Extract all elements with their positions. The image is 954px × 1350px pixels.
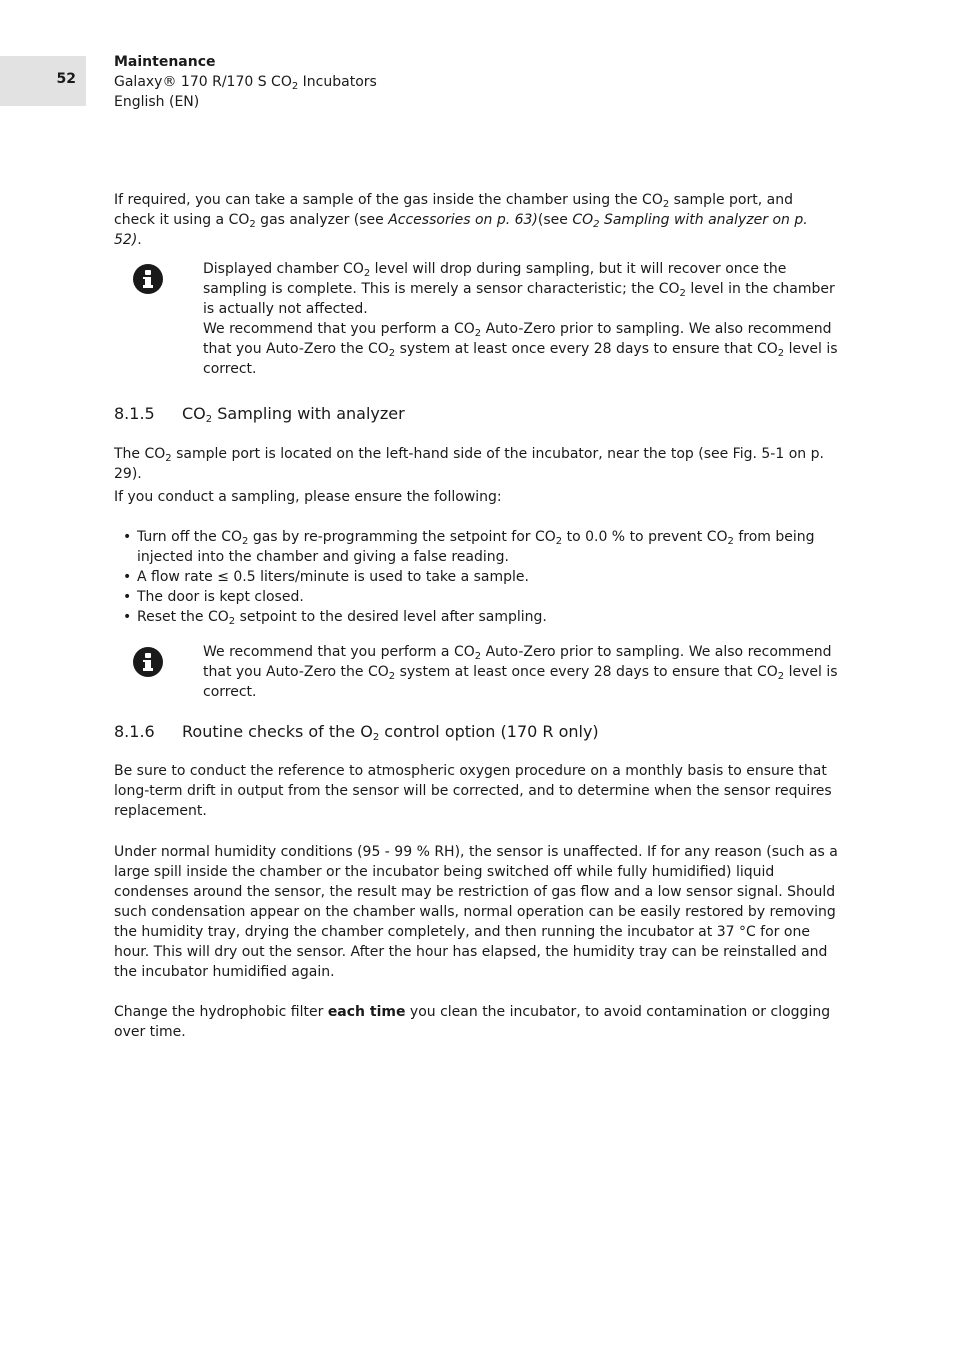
info-icon bbox=[133, 647, 163, 677]
page-number: 52 bbox=[56, 71, 76, 87]
intro-text-3: gas analyzer (see bbox=[255, 212, 389, 228]
intro-sub-1: 2 bbox=[662, 199, 670, 210]
note1-text-b4: level is correct. bbox=[203, 341, 838, 377]
s816-p3-b: you clean the incubator, to avoid contamination or clogging over time. bbox=[114, 1004, 831, 1040]
intro-paragraph bbox=[114, 190, 838, 250]
bullet4-a: Reset the CO bbox=[137, 609, 229, 625]
intro-text-1: If required, you can take a sample of the gas inside the chamber using the CO bbox=[114, 192, 663, 208]
note-auto-zero bbox=[203, 642, 843, 702]
note1-sub-b2: 2 bbox=[388, 348, 396, 359]
header-product-tail: Incubators bbox=[298, 74, 377, 90]
section-title-b: Sampling with analyzer bbox=[212, 404, 405, 423]
list-item bbox=[114, 527, 838, 567]
note1-sub-a1: 2 bbox=[363, 268, 371, 279]
intro-text-4: (see bbox=[537, 212, 573, 228]
header-product bbox=[114, 72, 377, 92]
note1-text-b1: We recommend that you perform a CO bbox=[203, 321, 475, 337]
note1-text-a1: Displayed chamber CO bbox=[203, 261, 364, 277]
list-item bbox=[114, 607, 838, 627]
s816-p1: Be sure to conduct the reference to atmospheric oxygen procedure on a monthly basis to ensure that long-term drift in output from the sensor will be corrected, and to determine when the sensor requires replacement. bbox=[114, 763, 832, 819]
note1-text-b3: system at least once every 28 days to ensure that CO bbox=[395, 341, 778, 357]
header-language: English (EN) bbox=[114, 94, 200, 110]
note1-sub-a2: 2 bbox=[679, 288, 686, 299]
bullet1-sub1: 2 bbox=[242, 536, 249, 547]
bullet1-a: Turn off the CO bbox=[137, 529, 243, 545]
bullet1-sub2: 2 bbox=[555, 536, 563, 547]
note1-text-b2: Auto-Zero prior to sampling. We also recommend that you Auto-Zero the CO bbox=[203, 321, 832, 357]
note2-text-b1: We recommend that you perform a CO bbox=[203, 644, 475, 660]
running-header bbox=[114, 52, 377, 112]
list-item: • The door is kept closed. bbox=[114, 587, 838, 607]
note2-text-b4: level is correct. bbox=[203, 664, 838, 700]
section-heading-8-1-5 bbox=[114, 403, 405, 425]
list-item: • A flow rate ≤ 0.5 liters/minute is used to take a sample. bbox=[114, 567, 838, 587]
sampling-link-b[interactable]: Sampling with analyzer on p. 52) bbox=[114, 212, 808, 248]
section-number: 8.1.6 bbox=[114, 722, 155, 741]
info-icon bbox=[133, 264, 163, 294]
section-heading-8-1-6 bbox=[114, 721, 599, 743]
intro-text-2: sample port, and check it using a CO bbox=[114, 192, 793, 228]
note1-text-a3: level in the chamber is actually not affected. bbox=[203, 281, 835, 317]
section-title-b: control option (170 R only) bbox=[379, 722, 599, 741]
note1-text-a2: level will drop during sampling, but it will recover once the sampling is complete. This is merely a sensor characteristic; the CO bbox=[203, 261, 787, 297]
bullet4-sub: 2 bbox=[228, 616, 236, 627]
note2-text-b3: system at least once every 28 days to ensure that CO bbox=[395, 664, 778, 680]
note2-sub-b3: 2 bbox=[777, 671, 785, 682]
header-product-text: Galaxy® 170 R/170 S CO bbox=[114, 74, 292, 90]
s816-p2: Under normal humidity conditions (95 - 99 % RH), the sensor is unaffected. If for any reason (such as a large spill inside the chamber or the incubator being switched off while fully humidified) liquid condenses around the sensor, the result may be restriction of gas flow and a low sensor signal. Should such condensation appear on the chamber walls, normal operation can be easily restored by removing the humidity tray, drying the chamber completely, and then running the incubator at 37 °C for one hour. This will dry out the sensor. After the hour has elapsed, the humidity tray can be reinstalled and the incubator humidified again. bbox=[114, 844, 838, 980]
section-title-a: CO bbox=[182, 404, 206, 423]
accessories-link[interactable]: Accessories on p. 63) bbox=[388, 212, 538, 228]
humidity-paragraph bbox=[114, 842, 838, 982]
header-product-sub: 2 bbox=[291, 81, 299, 92]
header-section-title: Maintenance bbox=[114, 54, 216, 70]
s815-p2: If you conduct a sampling, please ensure the following: bbox=[114, 489, 502, 505]
note-sampling-info bbox=[203, 259, 843, 379]
section-title-sub: 2 bbox=[205, 414, 213, 425]
sample-port-paragraph bbox=[114, 444, 838, 484]
page-number-tab bbox=[0, 56, 86, 106]
bullet1-sub3: 2 bbox=[727, 536, 734, 547]
bullet1-b: gas by re-programming the setpoint for CO bbox=[248, 529, 556, 545]
sampling-checklist bbox=[114, 527, 838, 627]
s815-p1-sub: 2 bbox=[165, 453, 172, 464]
intro-sub-2: 2 bbox=[249, 219, 256, 230]
note1-sub-b1: 2 bbox=[474, 328, 482, 339]
section-title-a: Routine checks of the O bbox=[182, 722, 373, 741]
bullet4-b: setpoint to the desired level after sampling. bbox=[235, 609, 547, 625]
sampling-link-sub[interactable]: 2 bbox=[593, 219, 600, 230]
section-number: 8.1.5 bbox=[114, 404, 155, 423]
note2-text-b2: Auto-Zero prior to sampling. We also recommend that you Auto-Zero the CO bbox=[203, 644, 832, 680]
s815-p1-b: sample port is located on the left-hand side of the incubator, near the top (see Fig. 5-1 on p. 29). bbox=[114, 446, 824, 482]
s815-p1-a: The CO bbox=[114, 446, 166, 462]
section-title-sub: 2 bbox=[372, 732, 380, 743]
filter-paragraph bbox=[114, 1002, 838, 1042]
sampling-link-a[interactable]: CO bbox=[572, 212, 594, 228]
intro-text-5: . bbox=[137, 232, 142, 248]
note2-sub-b2: 2 bbox=[388, 671, 396, 682]
sampling-intro-paragraph bbox=[114, 487, 838, 507]
oxygen-reference-paragraph bbox=[114, 761, 838, 821]
s816-p3-a: Change the hydrophobic filter bbox=[114, 1004, 328, 1020]
note1-sub-b3: 2 bbox=[777, 348, 785, 359]
bullet1-c: to 0.0 % to prevent CO bbox=[562, 529, 728, 545]
bullet1-d: from being injected into the chamber and giving a false reading. bbox=[137, 529, 815, 565]
s816-p3-bold: each time bbox=[327, 1004, 406, 1020]
note2-sub-b1: 2 bbox=[474, 651, 482, 662]
